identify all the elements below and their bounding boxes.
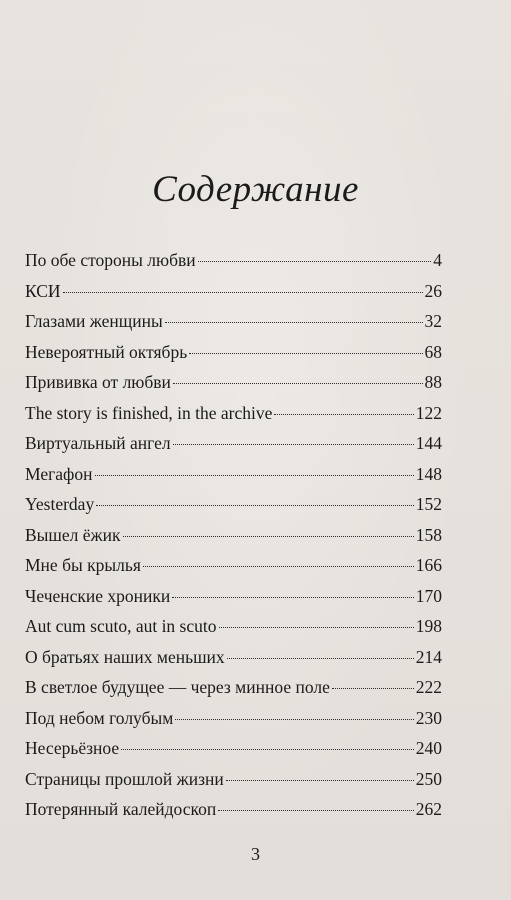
toc-entry (25, 433, 442, 464)
toc-entry-page: 88 (424, 372, 442, 392)
toc-entry-title: Yesterday (25, 494, 95, 514)
toc-entry-title: Мегафон (25, 463, 93, 484)
toc-entry (25, 281, 442, 312)
toc-entry-page: 170 (415, 585, 442, 606)
toc-entry-title: В светлое будущее — через минное поле (25, 677, 330, 697)
toc-entry-page: 240 (415, 738, 442, 758)
dot-leader (218, 810, 414, 811)
toc-entry (25, 555, 442, 586)
toc-entry (25, 464, 442, 495)
toc-entry-page: 222 (415, 677, 442, 697)
toc-entry-page: 32 (424, 311, 442, 331)
toc-entry-title: Aut cum scuto, aut in scuto (25, 616, 217, 636)
toc-entry (25, 342, 442, 373)
dot-leader (173, 444, 414, 445)
toc-entry-page: 4 (433, 250, 442, 270)
toc-entry-title: Вышел ёжик (25, 524, 121, 545)
toc-entry-title: Прививка от любви (25, 372, 171, 392)
toc-entry (25, 525, 442, 556)
toc-entry-page: 122 (415, 402, 442, 423)
toc-entry-title: Чеченские хроники (25, 585, 171, 606)
toc-entry-title: Под небом голубым (25, 707, 174, 728)
dot-leader (63, 292, 423, 293)
dot-leader (332, 688, 414, 689)
toc-entry (25, 708, 442, 739)
dot-leader (123, 536, 414, 537)
toc-entry-title: The story is finished, in the archive (25, 402, 273, 423)
dot-leader (227, 658, 414, 659)
toc-entry-title: Виртуальный ангел (25, 433, 171, 453)
toc-entry-page: 166 (415, 555, 442, 575)
toc-entry (25, 403, 442, 434)
toc-entry-title: Несерьёзное (25, 738, 120, 758)
page-title: Содержание (152, 169, 359, 210)
toc-entry-title: КСИ (25, 280, 61, 301)
toc-entry (25, 311, 442, 342)
toc-entry-page: 158 (415, 524, 442, 545)
page-number: 3 (251, 844, 260, 864)
dot-leader (226, 780, 414, 781)
toc-entry-title: Глазами женщины (25, 311, 163, 331)
toc-entry (25, 769, 442, 800)
dot-leader (175, 719, 413, 720)
toc-entry (25, 677, 442, 708)
toc-entry (25, 494, 442, 525)
table-of-contents (25, 250, 442, 830)
toc-entry-title: По обе стороны любви (25, 250, 196, 270)
toc-entry-page: 262 (415, 799, 442, 819)
toc-entry-title: Потерянный калейдоскоп (25, 799, 217, 819)
dot-leader (198, 261, 432, 262)
dot-leader (173, 383, 423, 384)
toc-entry-page: 250 (415, 768, 442, 789)
toc-entry (25, 586, 442, 617)
toc-entry-page: 152 (415, 494, 442, 514)
dot-leader (219, 627, 414, 628)
dot-leader (172, 597, 413, 598)
toc-entry-page: 26 (424, 280, 442, 301)
dot-leader (121, 749, 414, 750)
toc-entry (25, 616, 442, 647)
toc-entry (25, 647, 442, 678)
toc-entry (25, 250, 442, 281)
toc-entry-page: 230 (415, 707, 442, 728)
dot-leader (95, 475, 414, 476)
toc-entry-title: Мне бы крылья (25, 555, 141, 575)
toc-entry (25, 799, 442, 830)
toc-entry-page: 214 (415, 646, 442, 667)
dot-leader (96, 505, 414, 506)
dot-leader (143, 566, 414, 567)
toc-entry-title: Страницы прошлой жизни (25, 768, 224, 789)
toc-entry-page: 68 (424, 341, 442, 362)
toc-entry-title: Невероятный октябрь (25, 341, 188, 362)
dot-leader (274, 414, 413, 415)
toc-entry (25, 372, 442, 403)
toc-entry (25, 738, 442, 769)
dot-leader (189, 353, 422, 354)
dot-leader (165, 322, 423, 323)
toc-entry-page: 144 (415, 433, 442, 453)
toc-entry-title: О братьях наших меньших (25, 646, 225, 667)
toc-entry-page: 198 (415, 616, 442, 636)
toc-entry-page: 148 (415, 463, 442, 484)
